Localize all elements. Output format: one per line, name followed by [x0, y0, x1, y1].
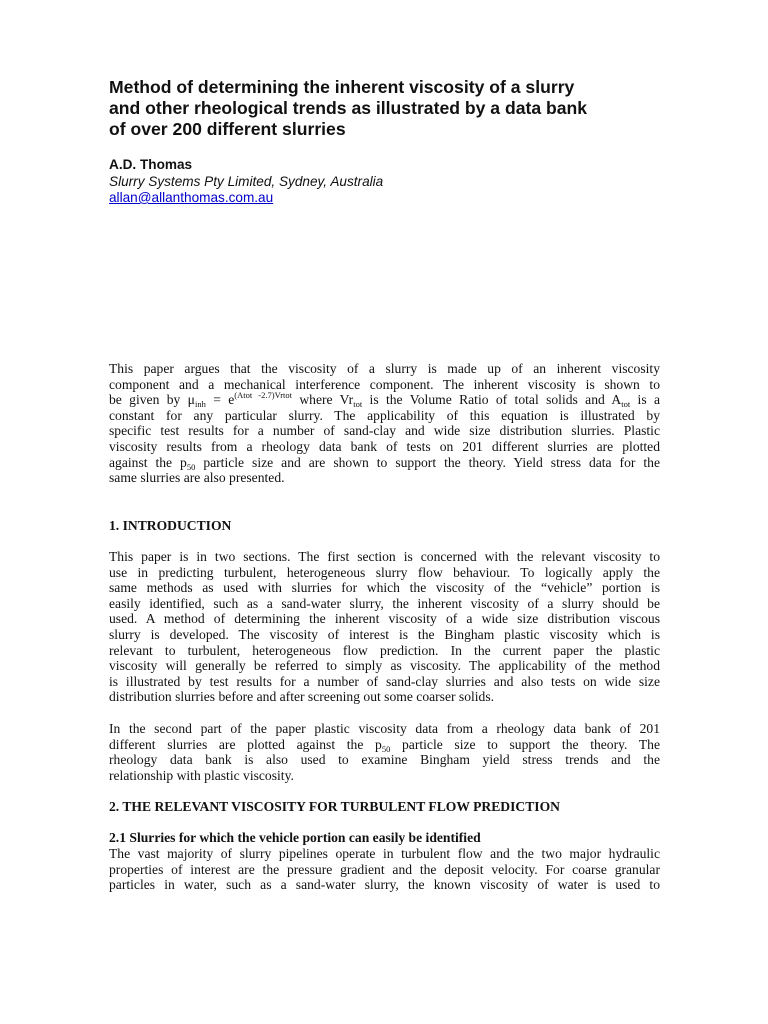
author-affiliation: Slurry Systems Pty Limited, Sydney, Australia: [109, 173, 384, 189]
intro-paragraph-1: [109, 549, 660, 705]
abstract-line: same slurries are also presented.: [109, 470, 285, 486]
section-heading-relevant-viscosity: 2. THE RELEVANT VISCOSITY FOR TURBULENT FLOW PREDICTION: [109, 799, 560, 814]
intro-line: used. A method of determining the inherent viscosity of a wide size distribution viscous: [109, 611, 660, 627]
abstract-line: specific test results for a number of sand-clay and wide size distribution slurries. Plastic: [109, 423, 660, 439]
section2-paragraph-1: [109, 846, 660, 893]
intro-line: different slurries are plotted against the $p_{50}$ particle size to support the theory. The: [109, 736, 660, 754]
paper-title: [109, 77, 669, 140]
intro-line: is illustrated by test results for a number of sand-clay slurries and also tests on wide size: [109, 673, 660, 689]
intro-line: easily identified, such as a sand-water slurry, the inherent viscosity of a slurry should be: [109, 595, 660, 611]
abstract-line: against the $p_{50}$ particle size and are shown to support the theory. Yield stress data for the: [109, 454, 660, 472]
abstract-line: component and a mechanical interference component. The inherent viscosity is shown to: [109, 376, 660, 392]
intro-line: This paper is in two sections. The first section is concerned with the relevant viscosity to: [109, 549, 660, 564]
intro-line: use in predicting turbulent, heterogeneous slurry flow behaviour. To logically apply the: [109, 564, 660, 580]
intro-line: viscosity will generally be referred to simply as viscosity. The applicability of the method: [109, 658, 660, 674]
intro-line: relevant to turbulent, heterogeneous flow prediction. In the current paper the plastic: [109, 642, 660, 658]
author-block: [109, 157, 383, 207]
section2-line: particles in water, such as a sand-water slurry, the known viscosity of water is used to: [109, 877, 660, 893]
section2-line: properties of interest are the pressure gradient and the deposit velocity. For coarse granular: [109, 861, 660, 877]
title-line-1: Method of determining the inherent viscosity of a slurry: [109, 77, 575, 97]
section2-line: The vast majority of slurry pipelines operate in turbulent flow and the two major hydraulic: [109, 846, 660, 861]
abstract-paragraph: [109, 361, 660, 486]
intro-line: slurry is developed. The viscosity of interest is the Bingham plastic viscosity which is: [109, 626, 660, 642]
abstract-line: viscosity results from a rheology data bank of tests on 201 different slurries are plotted: [109, 438, 660, 454]
author-email-link[interactable]: allan@allanthomas.com.au: [109, 190, 274, 205]
title-line-3: of over 200 different slurries: [109, 119, 346, 139]
abstract-line: This paper argues that the viscosity of a slurry is made up of an inherent viscosity: [109, 361, 660, 376]
author-name: A.D. Thomas: [109, 157, 193, 172]
intro-line: relationship with plastic viscosity.: [109, 767, 294, 783]
subsection-heading-2-1: 2.1 Slurries for which the vehicle portion can easily be identified: [109, 830, 481, 845]
intro-line: distribution slurries before and after screening out some coarser solids.: [109, 689, 495, 705]
title-line-2: and other rheological trends as illustrated by a data bank: [109, 98, 588, 118]
intro-paragraph-2: [109, 721, 660, 783]
section-heading-introduction: 1. INTRODUCTION: [109, 518, 232, 533]
intro-line: rheology data bank is also used to examine Bingham yield stress trends and the: [109, 752, 660, 768]
abstract-line: constant for any particular slurry. The applicability of this equation is illustrated by: [109, 407, 660, 423]
abstract-line-equation: be given by $\mu_{inh} = e^{(Atot -2.7)Vrtot}$ where $Vr_{tot}$ is the Volume Ratio of total solids and $A_{tot}$ is a: [109, 390, 660, 410]
intro-line: In the second part of the paper plastic viscosity data from a rheology data bank of 201: [109, 721, 660, 736]
intro-line: same methods as used with slurries for which the viscosity of the “vehicle” portion is: [109, 580, 660, 596]
